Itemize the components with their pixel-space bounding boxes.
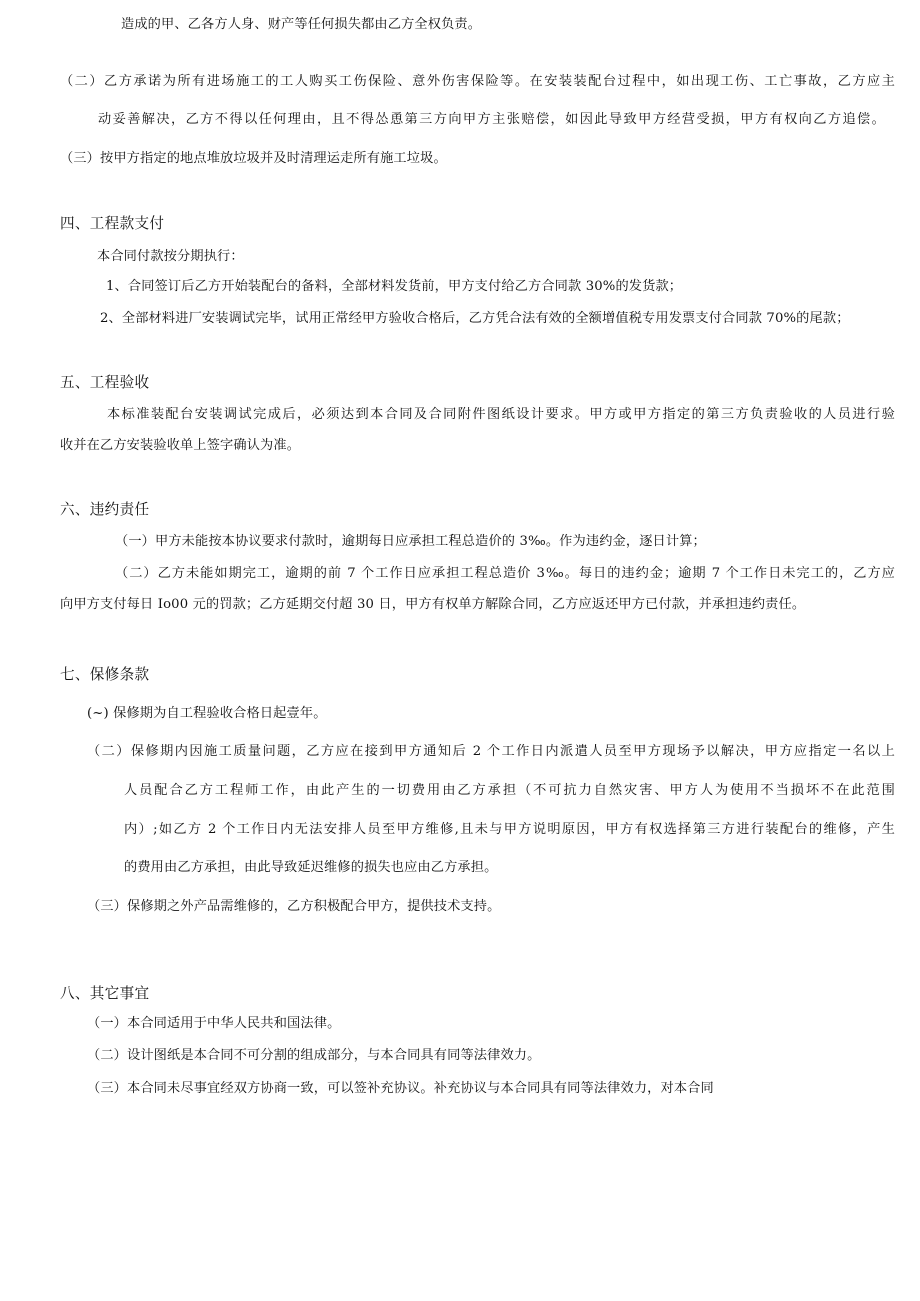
paragraph-line: (~) 保修期为自工程验收合格日起壹年。: [87, 706, 327, 721]
section-heading: 八、其它事宜: [60, 985, 150, 1002]
paragraph-line: 收并在乙方安装验收单上签字确认为准。: [60, 438, 301, 453]
paragraph-line: （二）乙方未能如期完工，逾期的前 7 个工作日应承担工程总造价 3‰。每日的违约金；逾期 7 个工作日未完工的，乙方应: [115, 566, 895, 581]
paragraph-line: 人员配合乙方工程师工作，由此产生的一切费用由乙方承担（不可抗力自然灾害、甲方人为使用不当损坏不在此范围: [124, 783, 895, 798]
paragraph-line: （二）设计图纸是本合同不可分割的组成部分，与本合同具有同等法律效力。: [87, 1048, 541, 1063]
paragraph-line: （三）保修期之外产品需维修的，乙方积极配合甲方，提供技术支持。: [87, 899, 501, 914]
paragraph-line: （三）本合同未尽事宜经双方协商一致，可以签补充协议。补充协议与本合同具有同等法律效力，对本合同: [87, 1081, 714, 1096]
paragraph-line: 的费用由乙方承担，由此导致延迟维修的损失也应由乙方承担。: [124, 860, 498, 875]
paragraph-line: 内）;如乙方 2 个工作日内无法安排人员至甲方维修,且未与甲方说明原因，甲方有权选择第三方进行装配台的维修，产生: [124, 822, 895, 837]
list-item: 2、全部材料进厂安装调试完毕，试用正常经甲方验收合格后，乙方凭合法有效的全额增值税专用发票支付合同款 70%的尾款；: [100, 311, 850, 326]
section-heading: 七、保修条款: [60, 666, 150, 683]
section-heading: 五、工程验收: [60, 374, 150, 391]
paragraph-line: （二）乙方承诺为所有进场施工的工人购买工伤保险、意外伤害保险等。在安装装配台过程中，如出现工伤、工亡事故，乙方应主: [60, 74, 895, 89]
paragraph-line: （一）甲方未能按本协议要求付款时，逾期每日应承担工程总造价的 3‰。作为违约金，逐日计算；: [115, 534, 706, 549]
paragraph-line: 本标准装配台安装调试完成后，必须达到本合同及合同附件图纸设计要求。甲方或甲方指定的第三方负责验收的人员进行验: [107, 407, 895, 422]
list-item: 1、合同签订后乙方开始装配台的备料，全部材料发货前，甲方支付给乙方合同款 30%的发货款；: [106, 279, 683, 294]
paragraph-line: 动妥善解决，乙方不得以任何理由，且不得怂恿第三方向甲方主张赔偿，如因此导致甲方经营受损，甲方有权向乙方追偿。: [98, 112, 885, 127]
paragraph-line: 本合同付款按分期执行：: [97, 249, 244, 264]
section-heading: 六、违约责任: [60, 501, 150, 518]
paragraph-line: （二）保修期内因施工质量问题，乙方应在接到甲方通知后 2 个工作日内派遣人员至甲方现场予以解决，甲方应指定一名以上: [87, 744, 895, 759]
paragraph-line: （一）本合同适用于中华人民共和国法律。: [87, 1016, 341, 1031]
paragraph-line: 造成的甲、乙各方人身、财产等任何损失都由乙方全权负责。: [121, 17, 482, 32]
paragraph-line: 向甲方支付每日 Io00 元的罚款；乙方延期交付超 30 日，甲方有权单方解除合同，乙方应返还甲方已付款，并承担违约责任。: [60, 597, 806, 612]
section-heading: 四、工程款支付: [60, 215, 165, 232]
paragraph-line: （三）按甲方指定的地点堆放垃圾并及时清理运走所有施工垃圾。: [60, 151, 447, 166]
